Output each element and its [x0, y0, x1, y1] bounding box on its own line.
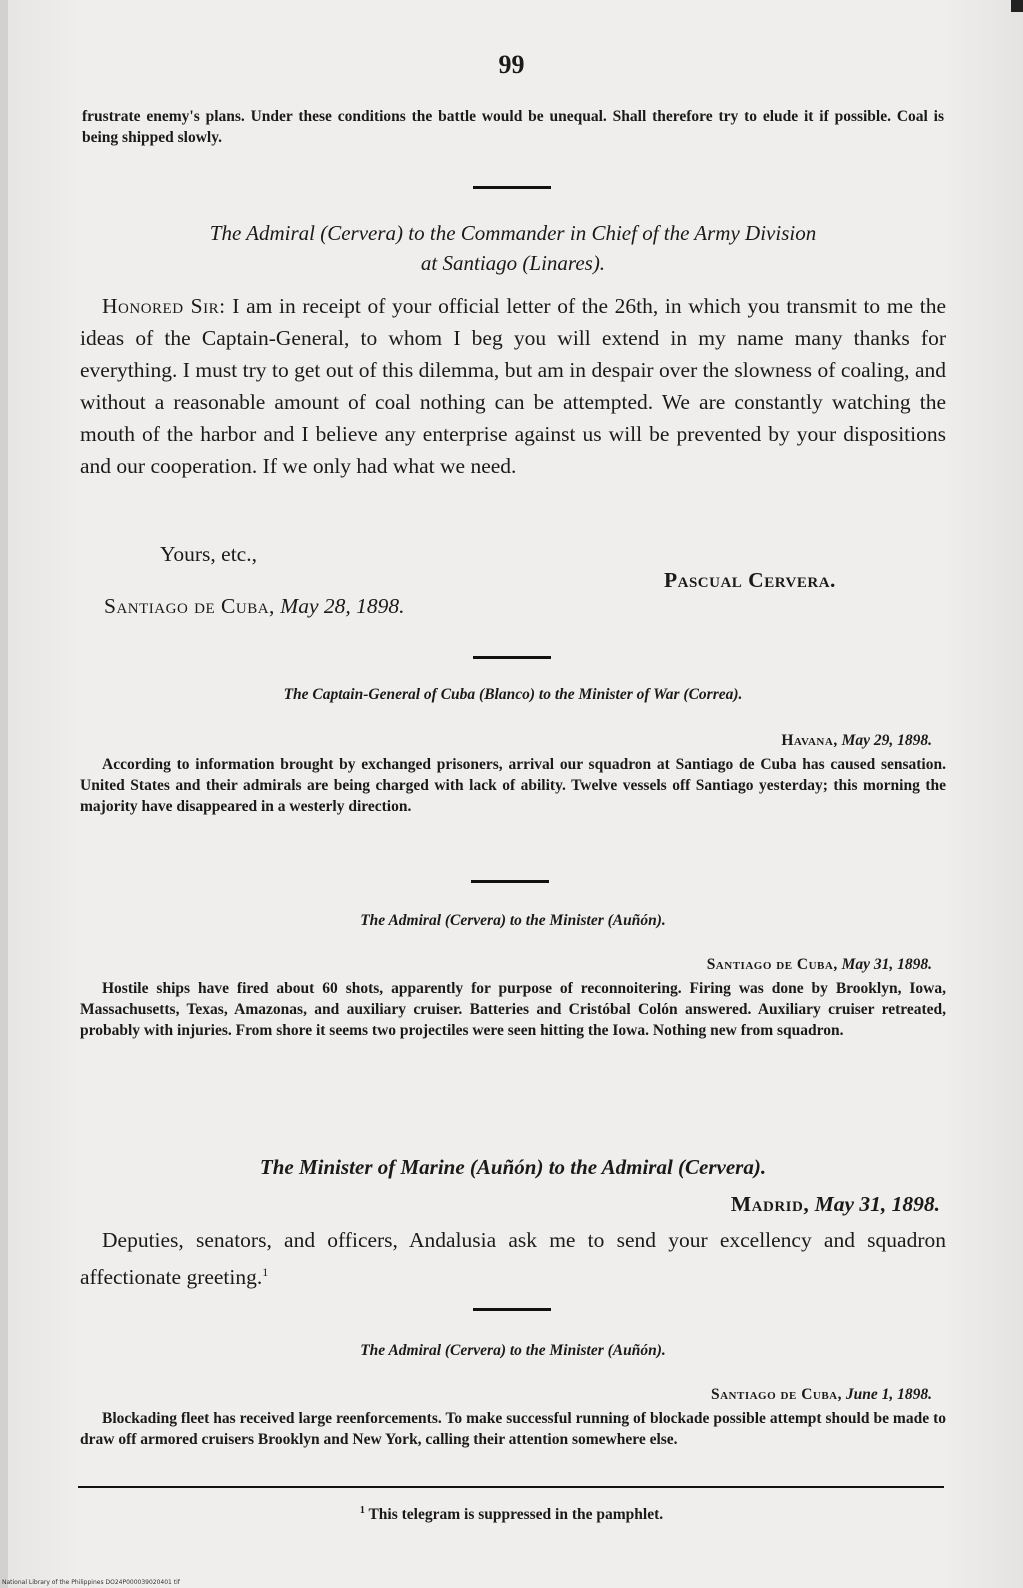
footnote-reference: 1	[262, 1265, 269, 1279]
dateline-place: Madrid,	[730, 1192, 810, 1216]
divider	[473, 186, 551, 189]
telegram-dateline	[80, 954, 932, 975]
telegram-heading: The Minister of Marine (Auñón) to the Admiral (Cervera).	[259, 1155, 767, 1179]
dateline-date: May 31, 1898.	[814, 1192, 940, 1216]
letter-heading	[80, 218, 946, 278]
dateline-place: Santiago de Cuba,	[710, 1386, 842, 1403]
scan-imprint: National Library of the Philippines DO24P000039020401 tif	[2, 1579, 180, 1586]
letter-body-text: I am in receipt of your official letter of the 26th, in which you transmit to me the ideas of the Captain-General, to whom I beg you will extend in my name many thanks for everything. I must try to get out of this dilemma, but am in despair over the slowness of coaling, and without a reasonable amount of coal nothing can be attempted. We are constantly watching the mouth of the harbor and I believe any enterprise against us will be prevented by your dispositions and our cooperation. If we only had what we need.	[80, 294, 946, 478]
telegram-dateline	[80, 1188, 940, 1220]
dateline-date: May 28, 1898.	[280, 594, 405, 618]
dateline-date: June 1, 1898.	[845, 1386, 932, 1403]
footnote-divider	[78, 1486, 944, 1488]
telegram-heading: The Admiral (Cervera) to the Minister (Auñón).	[360, 1342, 666, 1359]
closing: Yours, etc.,	[160, 542, 257, 566]
signature: Pascual Cervera.	[664, 568, 836, 592]
divider	[473, 656, 551, 659]
footnote	[0, 1500, 1023, 1525]
telegram-dateline	[80, 730, 932, 751]
dateline-place: Havana,	[781, 732, 838, 749]
salutation: Honored Sir:	[102, 294, 226, 318]
dateline-place: Santiago de Cuba,	[706, 956, 838, 973]
divider	[473, 1308, 551, 1311]
dateline-date: May 29, 1898.	[841, 732, 932, 749]
telegram-heading: The Captain-General of Cuba (Blanco) to the Minister of War (Correa).	[283, 686, 743, 703]
letter-heading-line1: The Admiral (Cervera) to the Commander in Chief of the Army Division	[209, 221, 817, 245]
telegram-body: Blockading fleet has received large reenforcements. To make successful running of blockade possible attempt should be made to draw off armored cruisers Brooklyn and New York, calling their attention somewhere else.	[80, 1410, 946, 1448]
scan-corner	[1011, 0, 1023, 12]
footnote-mark: 1	[359, 1505, 365, 1516]
telegram-heading: The Admiral (Cervera) to the Minister (Auñón).	[360, 912, 666, 929]
telegram-body: According to information brought by exchanged prisoners, arrival our squadron at Santiago de Cuba has caused sensation. United States and their admirals are being charged with lack of ability. Twelve vessels off Santiago yesterday; this morning the majority have disappeared in a westerly direction.	[80, 756, 946, 815]
letter-body	[80, 290, 946, 482]
dateline-place: Santiago de Cuba,	[104, 594, 275, 618]
page-edge	[0, 0, 8, 1588]
letter-dateline	[104, 590, 405, 622]
dateline-date: May 31, 1898.	[841, 956, 932, 973]
telegram-dateline	[80, 1384, 932, 1405]
telegram-body: Hostile ships have fired about 60 shots, apparently for purpose of reconnoitering. Firing was done by Brooklyn, Iowa, Massachusetts, Texas, Amazonas, and auxiliary cruiser. Batteries and Cristóbal Colón answered. Auxiliary cruiser retreated, probably with injuries. From shore it seems two projectiles were seen hitting the Iowa. Nothing new from squadron.	[80, 980, 946, 1039]
continuation-text: frustrate enemy's plans. Under these conditions the battle would be unequal. Shall therefore try to elude it if possible. Coal is being shipped slowly.	[82, 108, 944, 146]
footnote-text: This telegram is suppressed in the pamphlet.	[368, 1506, 664, 1524]
page-number: 99	[498, 50, 525, 79]
divider	[471, 880, 549, 883]
letter-heading-line2: at Santiago (Linares).	[420, 251, 606, 275]
telegram-body-text: Deputies, senators, and officers, Andalusia ask me to send your excellency and squadron affectionate greeting.	[80, 1228, 946, 1290]
telegram-body	[80, 1224, 946, 1293]
